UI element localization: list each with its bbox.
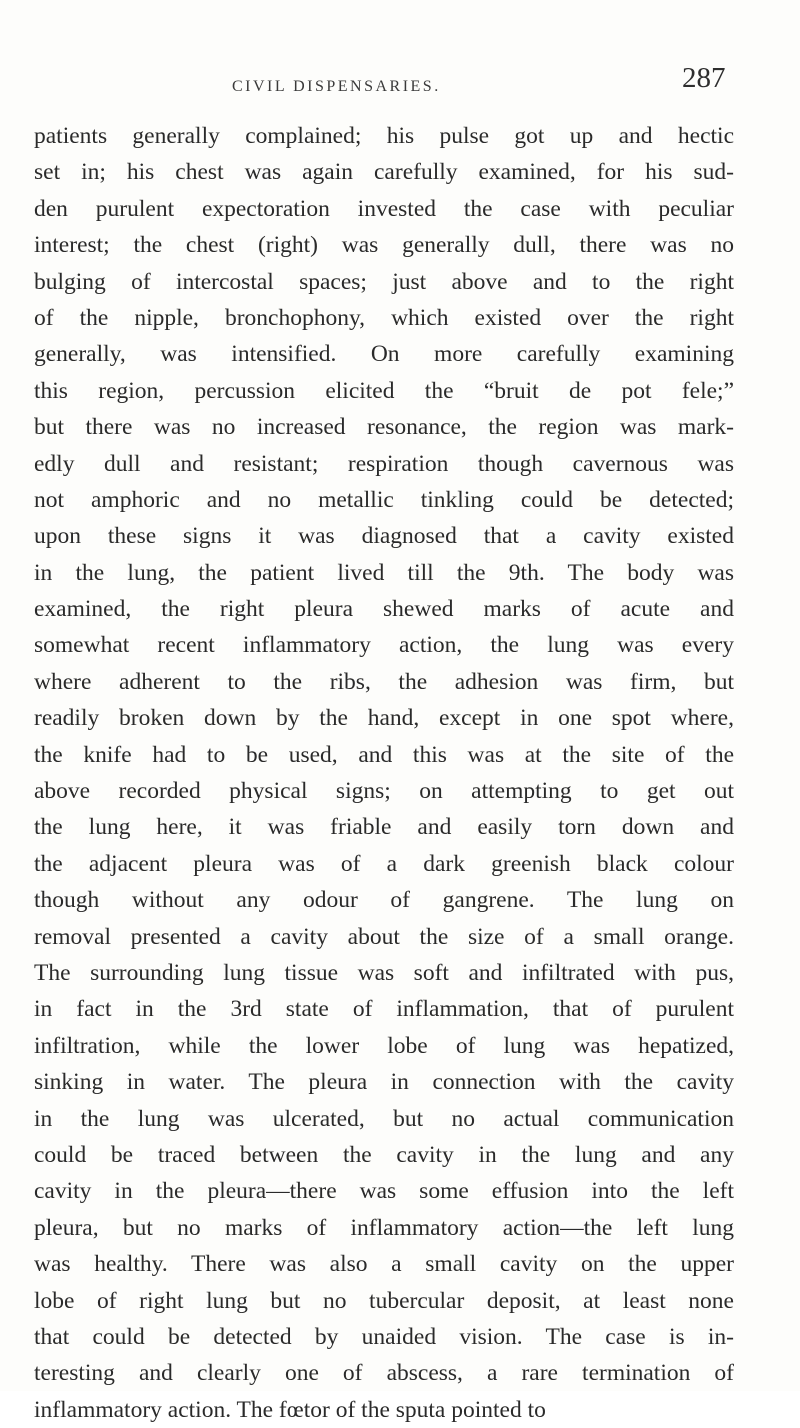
text-line: that could be detected by unaided vision. The case is in- bbox=[34, 1323, 734, 1350]
text-line: in fact in the 3rd state of inflammation, that of purulent bbox=[34, 996, 734, 1023]
body-text bbox=[34, 118, 734, 1428]
text-line: could be traced between the cavity in the lung and any bbox=[34, 1141, 734, 1168]
text-line: upon these signs it was diagnosed that a cavity existed bbox=[34, 523, 734, 550]
text-line: in the lung was ulcerated, but no actual communication bbox=[34, 1105, 734, 1132]
text-line: where adherent to the ribs, the adhesion was firm, but bbox=[34, 668, 734, 695]
text-line: above recorded physical signs; on attempting to get out bbox=[34, 778, 734, 805]
text-line: cavity in the pleura—there was some effusion into the left bbox=[34, 1178, 734, 1205]
text-line: the lung here, it was friable and easily torn down and bbox=[34, 814, 734, 841]
running-head: CIVIL DISPENSARIES. bbox=[232, 78, 441, 95]
text-line: though without any odour of gangrene. The lung on bbox=[34, 887, 734, 914]
text-line: the adjacent pleura was of a dark greenish black colour bbox=[34, 850, 734, 877]
text-line: inflammatory action. The fœtor of the sputa pointed to bbox=[34, 1396, 546, 1423]
text-line: sinking in water. The pleura in connection with the cavity bbox=[34, 1069, 734, 1096]
text-line: was healthy. There was also a small cavity on the upper bbox=[34, 1251, 734, 1278]
text-line: interest; the chest (right) was generally dull, there was no bbox=[34, 232, 734, 259]
text-line: infiltration, while the lower lobe of lung was hepatized, bbox=[34, 1032, 734, 1059]
text-line: in the lung, the patient lived till the 9th. The body was bbox=[34, 559, 734, 586]
text-line: patients generally complained; his pulse got up and hectic bbox=[34, 123, 734, 149]
text-line: not amphoric and no metallic tinkling could be detected; bbox=[34, 486, 734, 513]
text-line: teresting and clearly one of abscess, a rare termination of bbox=[34, 1360, 734, 1387]
text-line: bulging of intercostal spaces; just above and to the right bbox=[34, 268, 734, 295]
text-line: but there was no increased resonance, the region was mark- bbox=[34, 414, 734, 441]
page-number: 287 bbox=[682, 62, 726, 94]
text-line: The surrounding lung tissue was soft and infiltrated with pus, bbox=[34, 959, 734, 986]
text-line: edly dull and resistant; respiration though cavernous was bbox=[34, 450, 734, 477]
text-line: removal presented a cavity about the size of a small orange. bbox=[34, 923, 734, 950]
text-line: this region, percussion elicited the “bruit de pot fele;” bbox=[34, 377, 734, 404]
text-line: examined, the right pleura shewed marks of acute and bbox=[34, 596, 734, 623]
text-line: pleura, but no marks of inflammatory action—the left lung bbox=[34, 1214, 734, 1241]
text-line: set in; his chest was again carefully examined, for his sud- bbox=[34, 159, 734, 186]
text-line: generally, was intensified. On more carefully examining bbox=[34, 341, 734, 368]
text-line: readily broken down by the hand, except in one spot where, bbox=[34, 705, 734, 732]
text-line: den purulent expectoration invested the case with peculiar bbox=[34, 195, 734, 222]
text-line: of the nipple, bronchophony, which existed over the right bbox=[34, 304, 734, 331]
text-line: lobe of right lung but no tubercular deposit, at least none bbox=[34, 1287, 734, 1314]
text-line: somewhat recent inflammatory action, the lung was every bbox=[34, 632, 734, 659]
text-line: the knife had to be used, and this was at the site of the bbox=[34, 741, 734, 768]
